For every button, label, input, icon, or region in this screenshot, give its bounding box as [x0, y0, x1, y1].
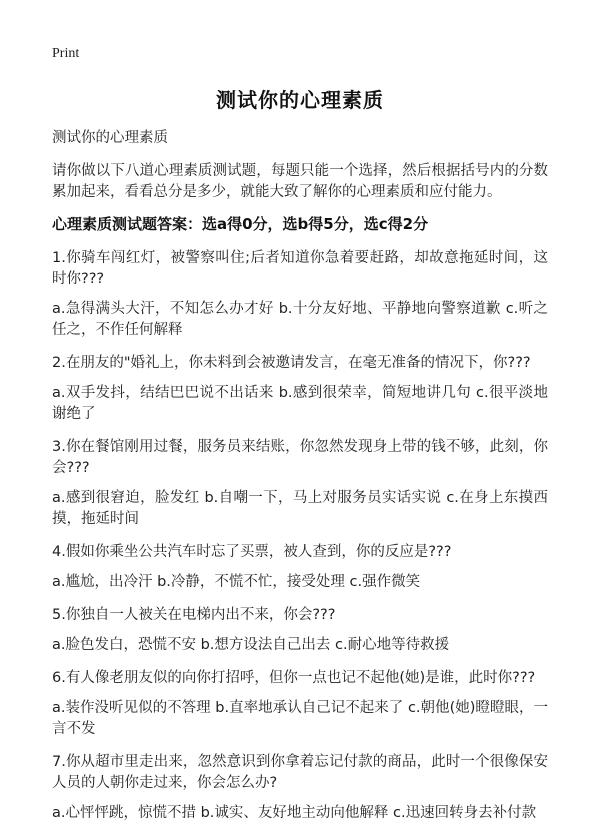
question-block-4 [52, 542, 548, 593]
question-text: 7.你从超市里走出来，忽然意识到你拿着忘记付款的商品，此时一个很像保安人员的人朝你走过来，你会怎么办? [52, 754, 548, 791]
answer-options: a.感到很窘迫，脸发红 b.自嘲一下，马上对服务员实话实说 c.在身上东摸西摸，拖延时间 [52, 490, 548, 527]
answer-options: a.急得满头大汗，不知怎么办才好 b.十分友好地、平静地向警察道歉 c.听之任之，不作任何解释 [52, 301, 548, 338]
question-block-6 [52, 668, 548, 740]
page-title: 测试你的心理素质 [216, 88, 384, 112]
answer-options: a.尴尬，出冷汗 b.冷静，不慌不忙，接受处理 c.强作微笑 [52, 574, 421, 590]
question-block-1 [52, 248, 548, 341]
question-block-2 [52, 353, 548, 425]
question-text: 3.你在餐馆刚用过餐，服务员来结账，你忽然发现身上带的钱不够，此刻，你会??? [52, 439, 548, 476]
question-text: 1.你骑车闯红灯，被警察叫住;后者知道你急着要赶路，却故意拖延时间，这时你??? [52, 250, 548, 287]
question-block-7 [52, 752, 548, 824]
answer-options: a.双手发抖，结结巴巴说不出话来 b.感到很荣幸，简短地讲几句 c.很平淡地谢绝了 [52, 385, 548, 422]
intro-paragraph: 请你做以下八道心理素质测试题，每题只能一个选择，然后根据括号内的分数累加起来，看看总分是多少，就能大致了解你的心理素质和应付能力。 [52, 163, 548, 200]
question-block-5 [52, 605, 548, 656]
question-block-3 [52, 437, 548, 530]
page-subtitle: 测试你的心理素质 [52, 130, 168, 146]
answer-options: a.心怦怦跳，惊慌不措 b.诚实、友好地主动向他解释 c.迅速回转身去补付款 [52, 805, 537, 821]
answer-options: a.装作没听见似的不答理 b.直率地承认自己记不起来了 c.朝他(她)瞪瞪眼，一言不发 [52, 700, 548, 737]
question-text: 4.假如你乘坐公共汽车时忘了买票，被人查到，你的反应是??? [52, 544, 452, 560]
question-text: 6.有人像老朋友似的向你打招呼，但你一点也记不起他(她)是谁，此时你??? [52, 670, 536, 686]
print-link[interactable]: Print [52, 46, 80, 61]
question-text: 5.你独自一人被关在电梯内出不来，你会??? [52, 607, 336, 623]
answer-key-line: 心理素质测试题答案：选a得0分，选b得5分，选c得2分 [52, 215, 429, 233]
question-text: 2.在朋友的"婚礼上，你未料到会被邀请发言，在毫无准备的情况下，你??? [52, 355, 531, 371]
answer-options: a.脸色发白，恐慌不安 b.想方设法自己出去 c.耐心地等待救援 [52, 637, 450, 653]
